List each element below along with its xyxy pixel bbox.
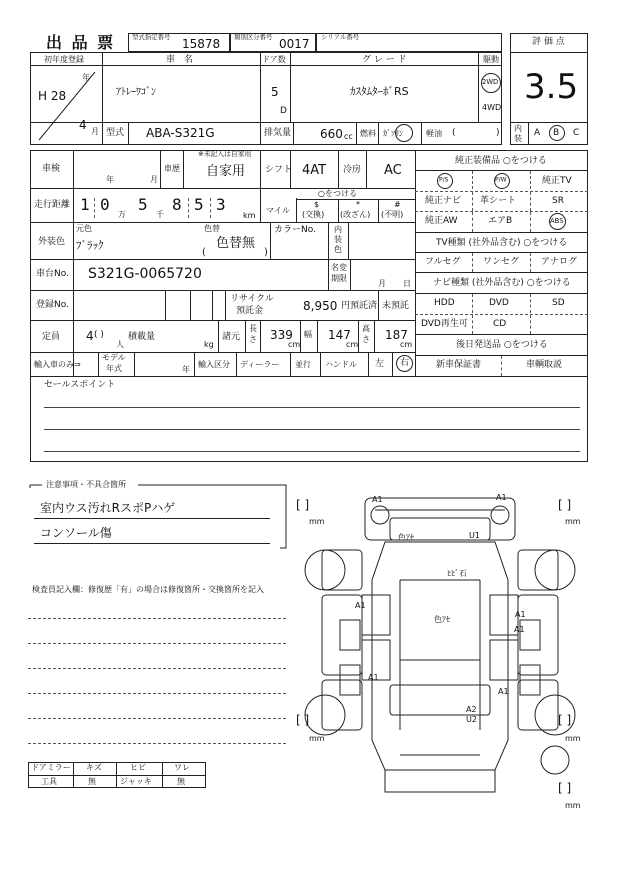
shift-value: 4AT: [302, 163, 327, 178]
navi-title: ナビ種類 (社外品含む) ○をつける: [433, 278, 571, 288]
model-value: ABA-S321G: [146, 126, 215, 140]
later-manual: 車輌取説: [526, 360, 563, 370]
category-label: 類別区分番号: [234, 33, 273, 41]
original-color-label: 元色: [76, 224, 92, 233]
height-label-1: 高: [362, 324, 370, 333]
legend-door-mirror: ドアミラー: [31, 763, 71, 772]
sales-point-label: セールスポイント: [44, 380, 116, 390]
serial-label: シリアル番号: [321, 33, 360, 41]
color-no-label: カラーNo.: [274, 225, 316, 235]
interior-color-1: 内: [334, 225, 342, 234]
diag-bracket-br: [ ]: [558, 713, 572, 727]
mileage-exchange-sym: $: [314, 200, 320, 209]
diag-a1-left-rear: A1: [368, 673, 379, 682]
mileage-digit-2: 0: [100, 195, 110, 214]
grade-value: ｶｽﾀﾑﾀｰﾎﾞRS: [350, 85, 409, 98]
chassis-label: 車台No.: [36, 269, 69, 279]
history-value: 自家用: [206, 164, 246, 179]
diag-mm-tl: mm: [309, 517, 325, 526]
load-kg: kg: [204, 340, 214, 349]
diag-a1-right-2: A1: [514, 625, 525, 634]
width-label: 幅: [304, 330, 312, 339]
fuel-value: ｶﾞｿﾘﾝ: [383, 129, 403, 138]
diag-mm-tr: mm: [565, 517, 581, 526]
legend-jack: ジャッキ: [120, 777, 152, 786]
diag-mm-br: mm: [565, 734, 581, 743]
grade-label: グ レ ー ド: [362, 55, 407, 65]
capacity-label: 定員: [42, 332, 61, 342]
light-oil-label: 軽油: [426, 129, 442, 138]
model-year-unit: 年: [182, 365, 190, 374]
diag-bracket-tr: [ ]: [558, 498, 572, 512]
diag-bracket-bl: [ ]: [296, 713, 310, 727]
diag-a1-top-right: A1: [496, 493, 507, 502]
displacement-value: 660: [320, 127, 343, 141]
mileage-tampered-sym: *: [356, 200, 360, 209]
model-label: 型式: [106, 128, 125, 138]
mileage-km: km: [243, 211, 256, 220]
inspection-year: 年: [106, 175, 114, 184]
diag-a1-left-door: A1: [355, 601, 366, 610]
interior-label-1: 内: [514, 124, 522, 133]
legend-none-2: 無: [177, 777, 185, 786]
history-label: 車歴: [164, 164, 180, 173]
inspector-label: 検査員記入欄：修復歴「有」の場合は修復箇所・交換箇所を記入: [32, 585, 264, 594]
history-note: ※未記入は自家用: [198, 150, 252, 158]
registration-label: 登録No.: [36, 300, 69, 310]
import-parallel: 並行: [295, 360, 311, 369]
diag-mm-bl: mm: [309, 734, 325, 743]
dim-label: 諸元: [222, 332, 241, 342]
capacity-unit: 人: [116, 340, 124, 349]
equip-ps: P/S: [439, 176, 449, 183]
navi-sd: SD: [552, 298, 565, 308]
equip-leather: 革シート: [480, 196, 517, 206]
recycle-label-1: リサイクル: [230, 294, 274, 304]
model-year-1: モデル: [102, 353, 126, 362]
legend-none-1: 無: [88, 777, 96, 786]
repaint-paren-close: ): [264, 247, 268, 258]
diag-a1-top-left: A1: [372, 495, 383, 504]
displacement-label: 排気量: [264, 128, 292, 138]
doors-label: ドア数: [262, 55, 286, 64]
repaint-paren-open: (: [202, 247, 206, 258]
mileage-unknown-sym: #: [394, 200, 401, 209]
cooling-value: AC: [384, 163, 402, 178]
interior-color-2: 装: [334, 235, 342, 244]
length-label-1: 長: [249, 324, 257, 333]
name-change-month: 月: [378, 279, 386, 288]
load-label: 積載量: [128, 332, 156, 342]
import-dealer: ディーラー: [240, 360, 280, 369]
fuel-label: 燃料: [360, 129, 376, 138]
length-cm: cm: [288, 340, 301, 349]
type-no-value: 15878: [182, 37, 221, 51]
equip-abs: ABS: [550, 217, 564, 225]
mileage-digit-1: 1: [80, 195, 90, 214]
tv-fullseg: フルセグ: [425, 257, 461, 267]
light-oil-paren-open: (: [452, 128, 456, 138]
score-label: 評 価 点: [532, 37, 565, 47]
notes-line-2: コンソール傷: [40, 526, 112, 540]
diag-u1: U1: [469, 531, 480, 540]
mileage-sen: 千: [156, 210, 164, 219]
diag-a1-right-rear: A1: [498, 687, 509, 696]
interior-b: B: [553, 128, 560, 138]
inspection-month: 月: [150, 175, 158, 184]
name-change-day: 日: [403, 279, 411, 288]
diag-iro-ase: 色ｱｾ: [398, 533, 414, 542]
capacity-value: 4: [86, 329, 94, 343]
car-name-value: ｱﾄﾚｰﾜｺﾞﾝ: [116, 87, 156, 98]
color-label: 外装色: [38, 237, 66, 247]
navi-dvd: DVD: [489, 298, 509, 308]
width-cm: cm: [346, 340, 359, 349]
model-year-2: 年式: [106, 364, 122, 373]
drive-4wd: 4WD: [482, 103, 502, 112]
width-value: 147: [328, 328, 351, 342]
recycle-suffix: 円預託済: [341, 301, 378, 311]
length-label-2: さ: [249, 335, 257, 344]
chassis-value: S321G-0065720: [88, 266, 202, 282]
cooling-label: 冷房: [343, 165, 362, 175]
capacity-paren: ( ): [94, 330, 104, 340]
tv-title: TV種類 (社外品含む) ○をつける: [436, 238, 568, 248]
import-label: 輸入車のみ⇒: [34, 360, 81, 369]
form-title: 出 品 票: [46, 33, 116, 52]
tv-oneseg: ワンセグ: [483, 257, 520, 267]
diag-mm-spare: mm: [565, 801, 581, 810]
year-unit: 年: [82, 73, 90, 82]
length-value: 339: [270, 328, 293, 342]
recycle-amount: 8,950: [303, 299, 338, 313]
diag-bracket-tl: [ ]: [296, 498, 310, 512]
original-color-value: ﾌﾞﾗｯｸ: [76, 239, 104, 252]
legend-break: ワレ: [174, 763, 190, 772]
name-change-1: 名変: [331, 263, 347, 272]
tv-analog: アナログ: [541, 257, 578, 267]
mileage-tampered: (改ざん): [340, 210, 371, 219]
equip-pw: P/W: [495, 176, 507, 183]
diag-bracket-spare: [ ]: [558, 781, 572, 795]
height-value: 187: [385, 328, 408, 342]
light-oil-paren-close: ): [496, 128, 500, 138]
inspection-label: 車検: [42, 164, 61, 174]
genuine-title: 純正装備品 ○をつける: [455, 156, 547, 166]
mileage-man: 万: [118, 210, 126, 219]
type-no-label: 型式指定番号: [132, 33, 171, 41]
handle-right: 右: [400, 358, 410, 368]
category-value: 0017: [279, 37, 310, 51]
notes-line-1: 室内ウス汚れRスポPハゲ: [40, 501, 176, 515]
navi-dvd-play: DVD再生可: [421, 319, 468, 329]
name-change-2: 期限: [331, 274, 347, 283]
equip-genuine-tv: 純正TV: [542, 176, 572, 186]
equip-genuine-aw: 純正AW: [425, 216, 458, 226]
interior-c: C: [573, 128, 580, 138]
handle-left: 左: [375, 359, 385, 369]
door-suffix: D: [280, 106, 287, 116]
legend-scratch: キズ: [86, 763, 102, 772]
diag-iro-ase-2: 色ｱｾ: [434, 615, 450, 624]
fuel-circle: [395, 124, 413, 142]
navi-cd: CD: [493, 319, 507, 329]
mileage-circle-note: ○をつける: [318, 189, 357, 198]
mileage-digit-3: 5: [138, 195, 148, 214]
navi-hdd: HDD: [434, 298, 455, 308]
height-cm: cm: [400, 340, 413, 349]
interior-a: A: [534, 128, 541, 138]
mileage-label: 走行距離: [34, 200, 71, 210]
repaint-label: 色替: [204, 224, 220, 233]
not-deposited: 未預託: [382, 301, 410, 311]
diag-a2: A2: [466, 705, 477, 714]
repaint-value: 色替無: [216, 236, 256, 251]
first-reg-era: H 28: [38, 89, 67, 103]
equip-airbag: エアB: [488, 216, 513, 226]
equip-genuine-navi: 純正ナビ: [425, 196, 462, 206]
doors-value: 5: [271, 85, 279, 99]
recycle-label-2: 預託金: [236, 306, 264, 316]
first-reg-label: 初年度登録: [44, 55, 84, 64]
first-reg-month: 4: [79, 118, 87, 132]
diag-a1-right-1: A1: [515, 610, 526, 619]
mileage-digit-4: 8: [172, 195, 182, 214]
mileage-exchange: (交換): [302, 210, 325, 219]
diag-hibi-ishi: ﾋﾋﾞ石: [447, 569, 467, 578]
car-diagram: [290, 470, 590, 810]
shift-label: シフト: [265, 165, 293, 175]
legend-tool: 工具: [41, 777, 57, 786]
handle-label: ハンドル: [325, 360, 357, 369]
equip-sr: SR: [552, 196, 564, 206]
mileage-unknown: (不明): [381, 210, 404, 219]
later-title: 後日発送品 ○をつける: [456, 340, 548, 350]
notes-bracket: [28, 484, 288, 550]
car-name-label: 車 名: [166, 55, 194, 65]
displacement-unit: cc: [344, 132, 353, 141]
legend-crack: ヒビ: [130, 763, 146, 772]
drive-label: 駆動: [483, 55, 499, 64]
notes-label: 注意事項・不具合箇所: [46, 480, 126, 489]
import-class-label: 輸入区分: [198, 360, 230, 369]
mileage-digit-5: 5: [194, 195, 204, 214]
interior-color-3: 色: [334, 245, 342, 254]
interior-label-2: 装: [514, 134, 522, 143]
score-value: 3.5: [524, 67, 579, 107]
mile-label: マイル: [266, 206, 290, 215]
drive-2wd: 2WD: [482, 78, 499, 86]
later-warranty: 新車保証書: [436, 360, 482, 370]
diag-u2: U2: [466, 715, 477, 724]
mileage-digit-6: 3: [216, 195, 226, 214]
month-unit: 月: [91, 127, 99, 136]
height-label-2: さ: [362, 335, 370, 344]
